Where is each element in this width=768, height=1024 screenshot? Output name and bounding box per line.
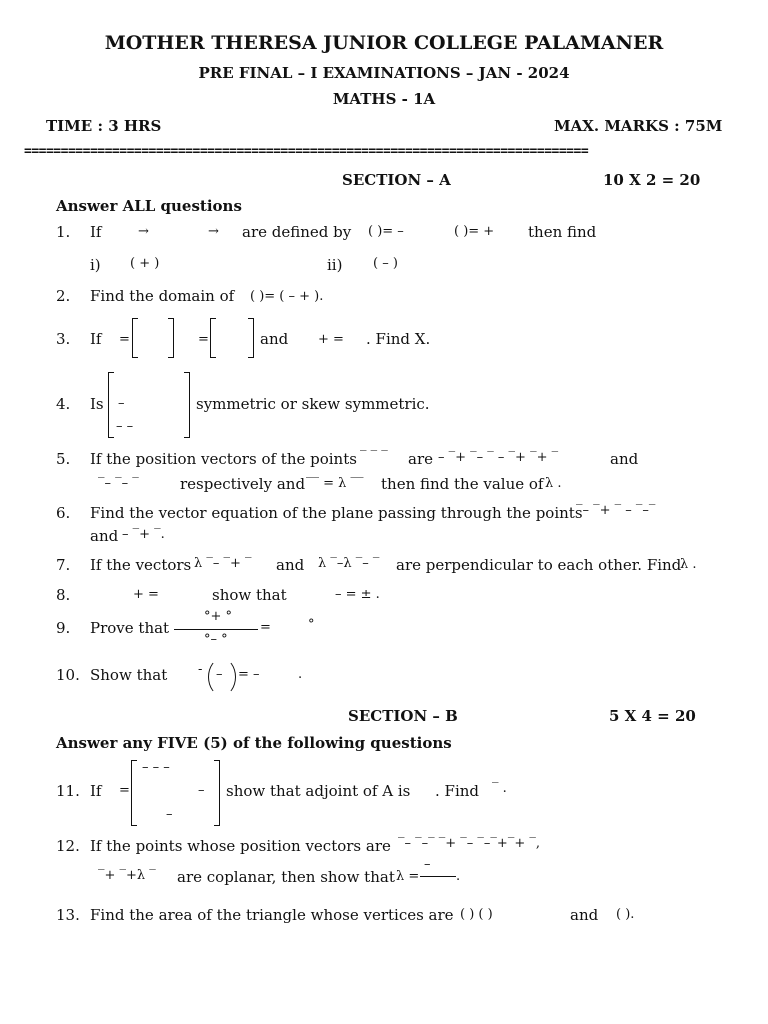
- question-4: [56, 395, 104, 413]
- question-9: [56, 619, 169, 637]
- matrix-bracket-left: [132, 318, 138, 358]
- question-text: Prove that: [90, 619, 170, 637]
- section-a-title: SECTION – A: [342, 171, 451, 189]
- question-number: 11.: [56, 782, 80, 800]
- math-eq: + =: [318, 332, 344, 347]
- question-number: 5.: [56, 450, 71, 468]
- subject-title: MATHS - 1A: [332, 90, 436, 108]
- question-1: [56, 223, 101, 241]
- part-math: ( + ): [130, 256, 160, 271]
- math-points: ‾– ‾+ ‾ – ‾–‾: [576, 503, 656, 518]
- question-text: If: [90, 223, 102, 241]
- section-b-marks: 5 X 4 = 20: [609, 707, 696, 725]
- math-vectors: ‾+ ‾+λ ‾: [98, 868, 156, 883]
- matrix-bracket-right: [168, 318, 174, 358]
- question-text: are coplanar, then show that: [177, 868, 395, 886]
- math-vector: λ ‾– ‾+ ‾: [194, 556, 252, 571]
- question-text: and: [570, 906, 599, 924]
- matrix-bracket-left: [131, 760, 137, 826]
- math-result: – = ± .: [335, 587, 380, 602]
- question-7: [56, 556, 191, 574]
- math-points: – ‾+ ‾.: [122, 527, 165, 542]
- fraction-bar: [420, 876, 456, 877]
- section-b-instruction: Answer any FIVE (5) of the following questions: [56, 734, 452, 752]
- matrix-bracket-right: [248, 318, 254, 358]
- question-text: Is: [90, 395, 104, 413]
- math-lambda: λ .: [545, 476, 562, 491]
- math-arrow: →: [208, 224, 219, 239]
- matrix-bracket-right: [214, 760, 220, 826]
- question-text: and: [90, 527, 119, 545]
- matrix-entry: –: [166, 807, 173, 822]
- math-eq: =: [260, 620, 271, 635]
- matrix-bracket-left: [210, 318, 216, 358]
- question-3: [56, 330, 101, 348]
- question-text: are defined by: [242, 223, 352, 241]
- question-text: respectively and: [180, 475, 306, 493]
- math-g: ( )= +: [454, 224, 495, 239]
- math-vertices: ( ).: [616, 907, 635, 922]
- question-text: Show that: [90, 666, 168, 684]
- question-text: and: [276, 556, 305, 574]
- question-text: and: [610, 450, 639, 468]
- question-number: 9.: [56, 619, 71, 637]
- math-condition: + =: [133, 587, 159, 602]
- question-text: If the vectors: [90, 556, 192, 574]
- question-text: If the points whose position vectors are: [90, 837, 391, 855]
- question-6: [56, 504, 583, 522]
- question-text: Find the domain of: [90, 287, 235, 305]
- fraction-bar: [174, 629, 258, 630]
- max-marks-label: MAX. MARKS : 75M: [554, 117, 723, 135]
- math-lambda: λ =: [396, 869, 420, 884]
- math-vertices: ( ) ( ): [460, 907, 493, 922]
- math-f: ( )= –: [368, 224, 404, 239]
- math-period: .: [456, 869, 461, 884]
- math-rhs: °: [308, 617, 315, 632]
- question-text: . Find X.: [366, 330, 431, 348]
- matrix-entry: –: [198, 783, 205, 798]
- question-text: show that adjoint of A is: [226, 782, 411, 800]
- fraction-numerator: °+ °: [204, 609, 233, 624]
- question-text: . Find: [435, 782, 480, 800]
- exam-title: PRE FINAL – I EXAMINATIONS – JAN - 2024: [198, 64, 570, 82]
- question-number: 4.: [56, 395, 71, 413]
- math-vectors: ‾– ‾– ‾: [98, 476, 139, 491]
- question-text: are perpendicular to each other. Find: [396, 556, 682, 574]
- question-2: [56, 287, 234, 305]
- question-number: 7.: [56, 556, 71, 574]
- question-text: Find the vector equation of the plane passing through the points: [90, 504, 583, 522]
- question-text: then find: [528, 223, 597, 241]
- question-text: then find the value of: [381, 475, 544, 493]
- math-result: = –: [238, 667, 260, 682]
- math-lambda: λ .: [680, 557, 697, 572]
- math-arrow: →: [138, 224, 149, 239]
- math-points: ‾ ‾ ‾: [360, 449, 388, 464]
- question-text: and: [260, 330, 289, 348]
- question-text: symmetric or skew symmetric.: [196, 395, 430, 413]
- question-8: [56, 586, 90, 604]
- question-text: are: [408, 450, 433, 468]
- section-b-title: SECTION – B: [348, 707, 458, 725]
- fraction-denominator: °– °: [204, 632, 228, 647]
- divider-rule: =============================================================================: [24, 144, 589, 159]
- part-label: i): [90, 256, 101, 274]
- question-text: show that: [212, 586, 287, 604]
- math-relation: ‾‾ = λ ‾‾: [306, 476, 364, 491]
- matrix-entry: – –: [116, 419, 134, 434]
- question-number: 10.: [56, 666, 80, 684]
- matrix-entry: –: [118, 396, 125, 411]
- math-period: .: [298, 667, 303, 682]
- math-eq: =: [119, 783, 130, 798]
- question-text: If: [90, 330, 102, 348]
- question-12: [56, 837, 391, 855]
- math-vector: λ ‾–λ ‾– ‾: [318, 556, 380, 571]
- matrix-entry: – – –: [142, 760, 170, 775]
- math-inverse: ‾ .: [492, 781, 507, 796]
- question-11: [56, 782, 101, 800]
- fraction-numerator: –: [424, 857, 431, 872]
- question-text: If the position vectors of the points: [90, 450, 357, 468]
- question-number: 1.: [56, 223, 71, 241]
- part-label: ii): [327, 256, 343, 274]
- math-domain: ( )= ( – + ).: [250, 289, 324, 304]
- math-eq: =: [198, 332, 209, 347]
- question-number: 13.: [56, 906, 80, 924]
- math-inverse: -: [198, 662, 203, 677]
- question-number: 6.: [56, 504, 71, 522]
- question-13: [56, 906, 454, 924]
- question-text: If: [90, 782, 102, 800]
- math-vectors: – ‾+ ‾– ‾ – ‾+ ‾+ ‾: [438, 450, 559, 465]
- time-label: TIME : 3 HRS: [46, 117, 162, 135]
- college-name: MOTHER THERESA JUNIOR COLLEGE PALAMANER: [104, 32, 664, 54]
- math-eq: =: [119, 332, 130, 347]
- matrix-bracket-left: [108, 372, 114, 438]
- question-number: 8.: [56, 586, 71, 604]
- section-a-instruction: Answer ALL questions: [56, 197, 242, 215]
- question-number: 2.: [56, 287, 71, 305]
- question-number: 3.: [56, 330, 71, 348]
- part-math: ( – ): [373, 256, 398, 271]
- math-inner: –: [216, 667, 223, 682]
- question-10: [56, 666, 167, 684]
- question-5: [56, 450, 357, 468]
- question-text: Find the area of the triangle whose vertices are: [90, 906, 454, 924]
- section-a-marks: 10 X 2 = 20: [603, 171, 701, 189]
- math-vectors: ‾– ‾–‾ ‾+ ‾– ‾–‾+‾+ ‾,: [398, 836, 540, 851]
- matrix-bracket-right: [184, 372, 190, 438]
- question-number: 12.: [56, 837, 80, 855]
